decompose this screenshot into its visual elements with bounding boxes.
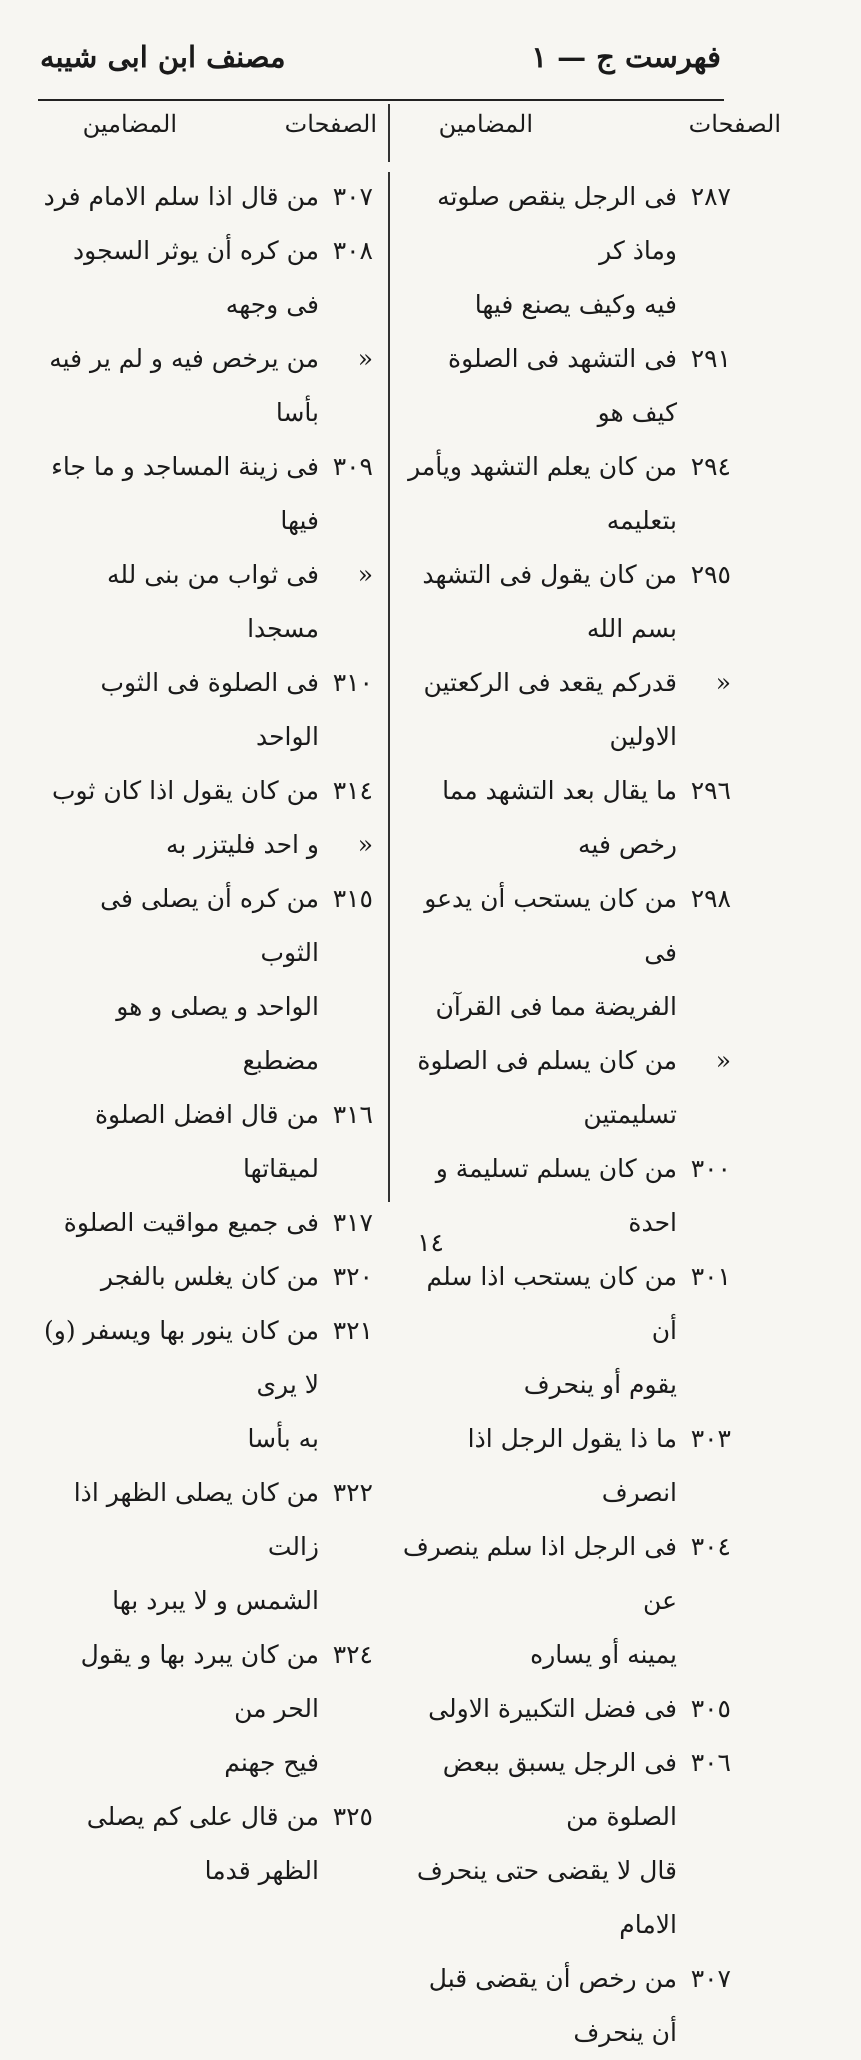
left-col-header-pages: الصفحات (284, 110, 377, 138)
index-entry (43, 1088, 373, 1196)
index-entry (43, 1736, 373, 1790)
entry-text: من رخص أن يقضى قبل أن ينحرف (428, 1964, 677, 2047)
page-number: ١٤ (417, 1228, 444, 1257)
index-entry (43, 764, 373, 818)
index-entry (43, 872, 373, 980)
entry-page-number: ٣٠٩ (332, 452, 373, 481)
right-col-header-pages: الصفحات (688, 110, 781, 138)
entry-text: قدركم يقعد فى الركعتين الاولين (423, 668, 677, 751)
index-entry (43, 1790, 373, 1898)
entry-page-number: ٣٠١ (690, 1262, 731, 1291)
index-entry (43, 224, 373, 332)
entry-page-number: ٣٢٤ (332, 1640, 373, 1669)
entry-text: فى جميع مواقيت الصلوة (63, 1208, 319, 1237)
entry-page-number: ٣٢٢ (332, 1478, 373, 1507)
index-entry (401, 1034, 731, 1142)
index-entry (43, 1628, 373, 1736)
entry-text: فى الرجل ينقص صلوته وماذ كر (437, 182, 677, 265)
index-entry (43, 332, 373, 440)
entry-text: الشمس و لا يبرد بها (112, 1586, 319, 1615)
index-entry (43, 440, 373, 548)
index-entry (43, 818, 373, 872)
entry-text: فى الرجل يسبق ببعض الصلوة من (442, 1748, 677, 1831)
entry-page-number: ٢٨٧ (690, 182, 731, 211)
entry-page-number: ٣٢١ (332, 1316, 373, 1345)
index-entry (43, 1304, 373, 1412)
entry-text: فى ثواب من بنى لله مسجدا (107, 560, 319, 643)
entry-text: ما ذا يقول الرجل اذا انصرف (467, 1424, 677, 1507)
index-entry (401, 1844, 731, 1952)
index-entry (401, 332, 731, 440)
index-entry (401, 548, 731, 656)
entry-page-number: ٣١٤ (332, 776, 373, 805)
entry-text: يقوم أو ينحرف (523, 1370, 677, 1399)
entry-text: فى فضل التكبيرة الاولى (428, 1694, 677, 1723)
left-column (43, 170, 373, 1898)
entry-text: من كان يعلم التشهد ويأمر بتعليمه (408, 452, 677, 535)
entry-text: ما يقال بعد التشهد مما رخص فيه (442, 776, 677, 859)
entry-page-number: ٣٠٣ (690, 1424, 731, 1453)
entry-page-number: « (357, 560, 373, 589)
right-col-header-contents: المضامين (438, 110, 533, 138)
entry-page-number: ٢٩٦ (690, 776, 731, 805)
entry-page-number: ٢٩٥ (690, 560, 731, 589)
index-entry (43, 1574, 373, 1628)
index-entry (401, 278, 731, 332)
entry-text: من كان يستحب أن يدعو فى (424, 884, 677, 967)
entry-page-number: ٢٩٨ (690, 884, 731, 913)
index-entry (43, 1466, 373, 1574)
entry-text: من كان يسلم تسليمة و احدة (435, 1154, 677, 1237)
entry-text: فى زينة المساجد و ما جاء فيها (51, 452, 319, 535)
entry-text: من يرخص فيه و لم ير فيه بأسا (49, 344, 319, 427)
entry-page-number: ٣٠٦ (690, 1748, 731, 1777)
entry-text: فى الصلوة فى الثوب الواحد (100, 668, 319, 751)
entry-text: من قال على كم يصلى الظهر قدما (86, 1802, 319, 1885)
left-col-header-contents: المضامين (82, 110, 177, 138)
entry-page-number: ٣١٠ (332, 668, 373, 697)
index-entry (401, 170, 731, 278)
index-entry (401, 1358, 731, 1412)
index-entry (43, 980, 373, 1088)
entry-page-number: ٣٢٠ (332, 1262, 373, 1291)
index-entry (401, 872, 731, 980)
index-entry (401, 1736, 731, 1844)
entry-page-number: ٢٩١ (690, 344, 731, 373)
entry-text: من كان يستحب اذا سلم أن (426, 1262, 677, 1345)
entry-text: من كره أن يوثر السجود فى وجهه (73, 236, 319, 319)
entry-text: من كان يقول اذا كان ثوب (51, 776, 319, 805)
entry-page-number: « (357, 830, 373, 859)
entry-page-number: ٣١٥ (332, 884, 373, 913)
entry-page-number: ٣١٦ (332, 1100, 373, 1129)
column-divider-top (388, 104, 390, 162)
entry-text: و احد فليتزر به (166, 830, 319, 859)
entry-text: من كان يبرد بها و يقول الحر من (80, 1640, 319, 1723)
entry-page-number: ٣٠٧ (690, 1964, 731, 1993)
entry-page-number: « (357, 344, 373, 373)
entry-text: من كره أن يصلى فى الثوب (100, 884, 319, 967)
right-column (401, 170, 731, 2060)
header-rule (38, 99, 724, 101)
entry-page-number: ٣٠٧ (332, 182, 373, 211)
index-entry (401, 980, 731, 1034)
entry-page-number: ٣١٧ (332, 1208, 373, 1237)
index-entry (43, 1250, 373, 1304)
entry-text: من قال افضل الصلوة لميقاتها (94, 1100, 319, 1183)
entry-text: فى الرجل اذا سلم ينصرف عن (402, 1532, 677, 1615)
column-divider (388, 172, 390, 1202)
running-title-right: فهرست ج — ١ (531, 40, 721, 74)
entry-text: فيح جهنم (224, 1748, 319, 1777)
index-entry (43, 548, 373, 656)
index-entry (401, 764, 731, 872)
entry-page-number: « (715, 668, 731, 697)
index-entry (401, 440, 731, 548)
entry-text: من كان يقول فى التشهد بسم الله (422, 560, 677, 643)
index-entry (401, 656, 731, 764)
entry-text: يمينه أو يساره (530, 1640, 677, 1669)
index-entry (401, 1250, 731, 1358)
running-title-left: مصنف ابن ابى شيبه (40, 40, 286, 74)
index-entry (401, 1628, 731, 1682)
entry-text: قال لا يقضى حتى ينحرف الامام (416, 1856, 677, 1939)
index-entry (401, 1412, 731, 1520)
entry-text: الواحد و يصلى و هو مضطبع (116, 992, 319, 1075)
entry-text: من كان يغلس بالفجر (100, 1262, 319, 1291)
entry-page-number: ٣٠٥ (690, 1694, 731, 1723)
index-entry (43, 656, 373, 764)
entry-page-number: ٣٢٥ (332, 1802, 373, 1831)
entry-page-number: ٣٠٤ (690, 1532, 731, 1561)
index-entry (401, 1952, 731, 2060)
entry-page-number: ٢٩٤ (690, 452, 731, 481)
entry-text: به بأسا (247, 1424, 319, 1453)
entry-text: من كان يصلى الظهر اذا زالت (73, 1478, 319, 1561)
index-entry (43, 170, 373, 224)
entry-page-number: « (715, 1046, 731, 1075)
entry-page-number: ٣٠٨ (332, 236, 373, 265)
entry-text: فيه وكيف يصنع فيها (474, 290, 677, 319)
entry-text: من قال اذا سلم الامام فرد (43, 182, 319, 211)
entry-page-number: ٣٠٠ (690, 1154, 731, 1183)
index-entry (43, 1412, 373, 1466)
entry-text: فى التشهد فى الصلوة كيف هو (447, 344, 677, 427)
entry-text: من كان يسلم فى الصلوة تسليمتين (417, 1046, 677, 1129)
index-entry (401, 1682, 731, 1736)
entry-text: الفريضة مما فى القرآن (435, 992, 677, 1021)
entry-text: من كان ينور بها ويسفر (و) لا يرى (44, 1316, 319, 1399)
index-entry (401, 1520, 731, 1628)
